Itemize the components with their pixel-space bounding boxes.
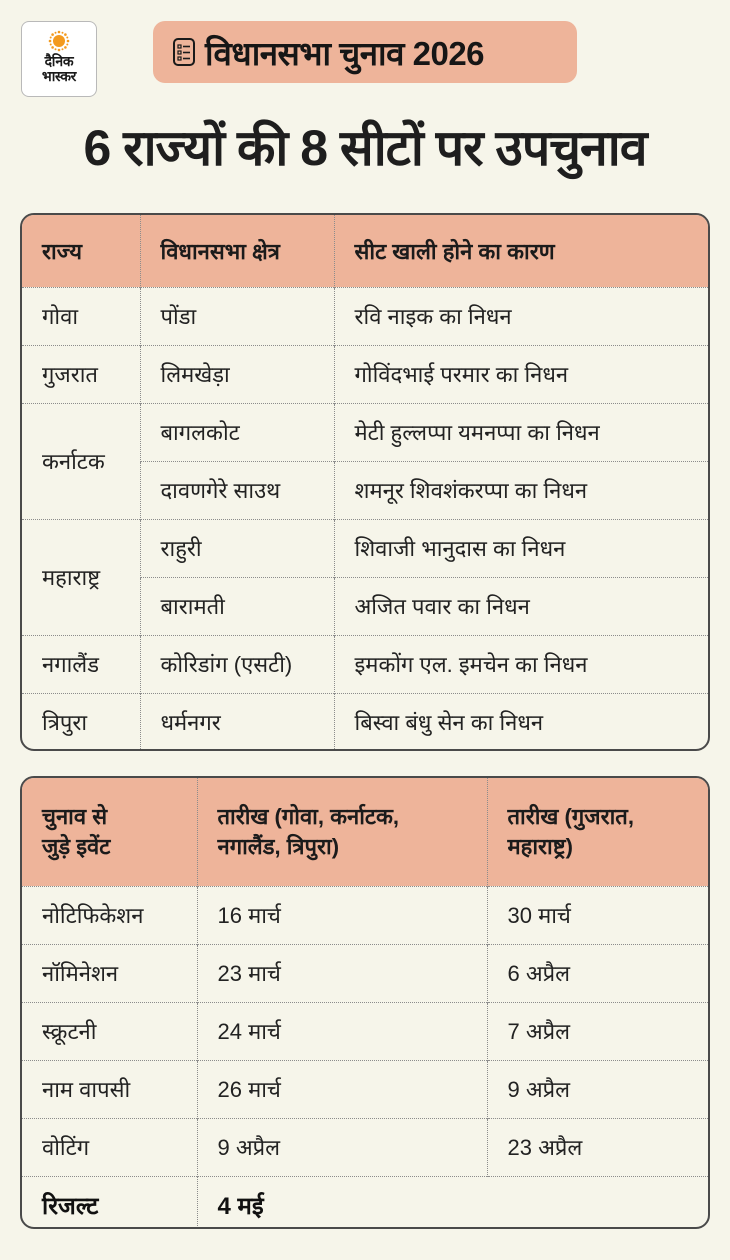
- event-cell: नॉमिनेशन: [22, 944, 197, 1002]
- header-event-line2: जुड़े इवेंट: [42, 833, 111, 859]
- state-cell: महाराष्ट्र: [22, 519, 140, 635]
- date-group1-cell: 23 मार्च: [197, 944, 487, 1002]
- result-date: 4 मई: [197, 1176, 708, 1229]
- result-row: [22, 1176, 708, 1229]
- constituency-cell: पोंडा: [140, 287, 334, 345]
- dainik-bhaskar-logo[interactable]: [21, 21, 97, 97]
- table-row: [22, 693, 708, 751]
- table-row: [22, 944, 708, 1002]
- date-group1-cell: 16 मार्च: [197, 886, 487, 944]
- sun-icon: [48, 30, 70, 52]
- date-group1-cell: 26 मार्च: [197, 1060, 487, 1118]
- table-row: [22, 1118, 708, 1176]
- result-label: रिजल्ट: [22, 1176, 197, 1229]
- table-row: [22, 1060, 708, 1118]
- header-event: [22, 778, 197, 886]
- constituency-cell: कोरिडांग (एसटी): [140, 635, 334, 693]
- event-cell: वोटिंग: [22, 1118, 197, 1176]
- state-cell: त्रिपुरा: [22, 693, 140, 751]
- reason-cell: बिस्वा बंधु सेन का निधन: [334, 693, 708, 751]
- state-cell: गुजरात: [22, 345, 140, 403]
- table-header-row: [22, 215, 708, 287]
- list-icon: [173, 38, 195, 66]
- date-group2-cell: 9 अप्रैल: [487, 1060, 708, 1118]
- table-header-row: [22, 778, 708, 886]
- header-state: राज्य: [22, 215, 140, 287]
- constituency-cell: बागलकोट: [140, 403, 334, 461]
- event-cell: नोटिफिकेशन: [22, 886, 197, 944]
- constituency-cell: धर्मनगर: [140, 693, 334, 751]
- table-row: [22, 403, 708, 461]
- date-group1-cell: 9 अप्रैल: [197, 1118, 487, 1176]
- date-group2-cell: 6 अप्रैल: [487, 944, 708, 1002]
- badge-title: विधानसभा चुनाव 2026: [205, 34, 485, 72]
- state-cell: गोवा: [22, 287, 140, 345]
- header-reason: सीट खाली होने का कारण: [334, 215, 708, 287]
- header-date-group2-line2: महाराष्ट्र): [507, 833, 573, 859]
- date-group1-cell: 24 मार्च: [197, 1002, 487, 1060]
- state-cell: नगालैंड: [22, 635, 140, 693]
- date-group2-cell: 23 अप्रैल: [487, 1118, 708, 1176]
- reason-cell: शिवाजी भानुदास का निधन: [334, 519, 708, 577]
- table-row: [22, 886, 708, 944]
- logo-text-line2: भास्कर: [41, 68, 77, 84]
- constituency-cell: बारामती: [140, 577, 334, 635]
- date-group2-cell: 30 मार्च: [487, 886, 708, 944]
- reason-cell: शमनूर शिवशंकरप्पा का निधन: [334, 461, 708, 519]
- table-row: [22, 345, 708, 403]
- constituency-cell: लिमखेड़ा: [140, 345, 334, 403]
- event-cell: स्क्रूटनी: [22, 1002, 197, 1060]
- header-date-group1: [197, 778, 487, 886]
- reason-cell: अजित पवार का निधन: [334, 577, 708, 635]
- reason-cell: इमकोंग एल. इमचेन का निधन: [334, 635, 708, 693]
- header-date-group2-line1: तारीख (गुजरात,: [507, 803, 634, 829]
- header-date-group2: [487, 778, 708, 886]
- reason-cell: रवि नाइक का निधन: [334, 287, 708, 345]
- reason-cell: मेटी हुल्लप्पा यमनप्पा का निधन: [334, 403, 708, 461]
- date-group2-cell: 7 अप्रैल: [487, 1002, 708, 1060]
- topic-badge: [153, 21, 577, 83]
- header-date-group1-line1: तारीख (गोवा, कर्नाटक,: [217, 803, 400, 829]
- reason-cell: गोविंदभाई परमार का निधन: [334, 345, 708, 403]
- constituency-cell: राहुरी: [140, 519, 334, 577]
- seats-table: [20, 213, 710, 751]
- table-row: [22, 287, 708, 345]
- state-cell: कर्नाटक: [22, 403, 140, 519]
- logo-text-line1: दैनिक: [44, 53, 74, 69]
- table-row: [22, 635, 708, 693]
- table-row: [22, 1002, 708, 1060]
- schedule-table: [20, 776, 710, 1229]
- header-date-group1-line2: नगालैंड, त्रिपुरा): [217, 833, 340, 859]
- constituency-cell: दावणगेरे साउथ: [140, 461, 334, 519]
- header-constituency: विधानसभा क्षेत्र: [140, 215, 334, 287]
- page-title: 6 राज्यों की 8 सीटों पर उपचुनाव: [83, 120, 647, 176]
- table-row: [22, 519, 708, 577]
- header-event-line1: चुनाव से: [42, 803, 108, 829]
- event-cell: नाम वापसी: [22, 1060, 197, 1118]
